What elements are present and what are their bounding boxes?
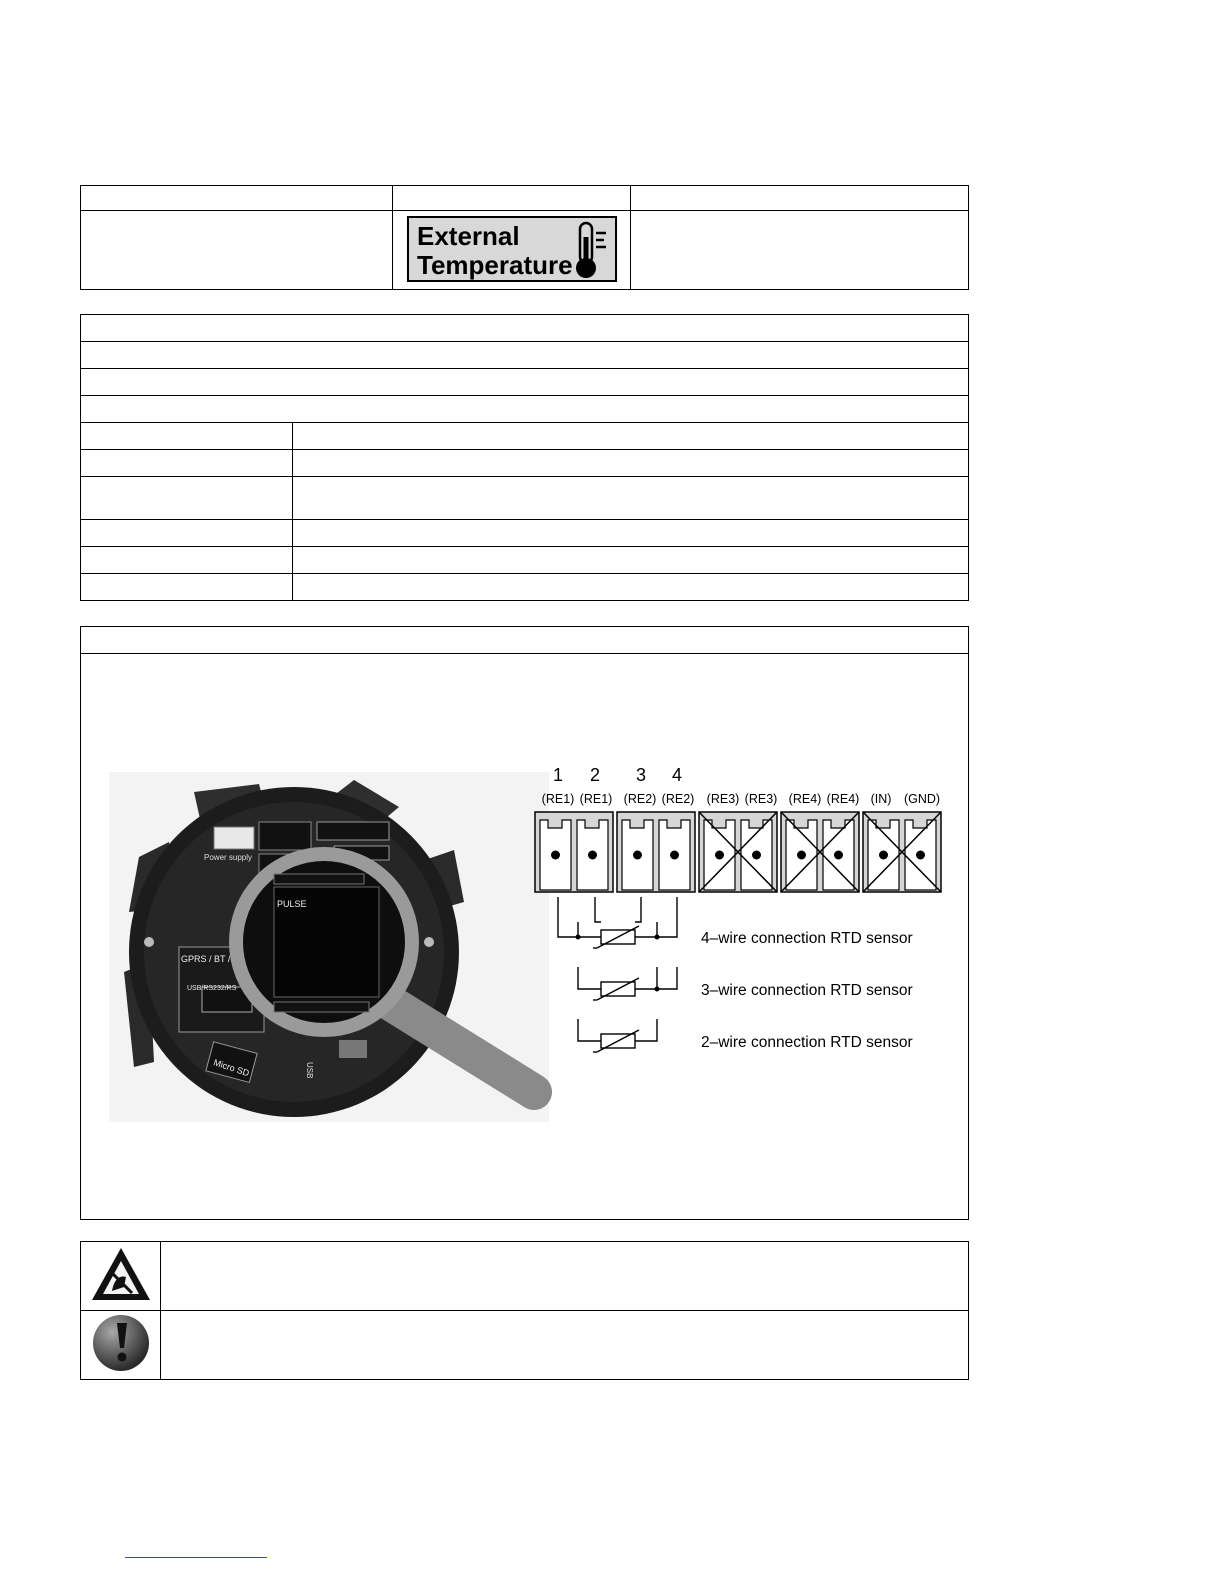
wiring-label-4: 4–wire connection RTD sensor	[701, 930, 913, 947]
spec-key	[81, 477, 293, 520]
pin-label: (RE3)	[744, 792, 778, 806]
pin-label: (RE4)	[826, 792, 860, 806]
spec-value	[293, 423, 969, 450]
spec-key	[81, 423, 293, 450]
junction-dot	[655, 987, 660, 992]
badge-line-2: Temperature	[417, 250, 573, 280]
three-wire-schematic	[578, 967, 677, 1000]
spec-key	[81, 574, 293, 601]
terminal-screw	[670, 851, 679, 860]
spec-row	[81, 396, 969, 423]
pin-number: 2	[589, 765, 601, 785]
pin-numbers	[553, 765, 682, 785]
two-wire-schematic	[578, 1019, 657, 1052]
rtd-wiring-diagram	[531, 762, 951, 1062]
terminal-screw	[633, 851, 642, 860]
spec-row	[81, 369, 969, 396]
wiring-label-3: 3–wire connection RTD sensor	[701, 982, 913, 999]
pulse-label: PULSE	[277, 899, 307, 909]
header-cell-1	[81, 186, 393, 211]
four-wire-schematic	[558, 897, 677, 948]
header-cell-4	[81, 211, 393, 290]
terminal-block	[699, 812, 777, 892]
terminal-block	[863, 812, 941, 892]
spec-value	[293, 477, 969, 520]
terminal-block	[535, 812, 613, 892]
terminal-screw	[715, 851, 724, 860]
spec-key	[81, 547, 293, 574]
spec-row	[81, 342, 969, 369]
wiring-label-2: 2–wire connection RTD sensor	[701, 1034, 913, 1051]
connection-panel	[80, 626, 969, 1220]
esd-note-text	[161, 1242, 969, 1311]
terminal-screw	[588, 851, 597, 860]
terminal-screw	[797, 851, 806, 860]
badge-cell	[393, 211, 631, 290]
terminal-screw	[752, 851, 761, 860]
notice-note-text	[161, 1311, 969, 1380]
terminal-blocks	[535, 812, 941, 892]
spec-value	[293, 547, 969, 574]
terminal-screw	[551, 851, 560, 860]
header-cell-2	[393, 186, 631, 211]
pin-label: (RE3)	[706, 792, 740, 806]
pin-label: (GND)	[903, 792, 941, 806]
spec-value	[293, 574, 969, 601]
board-photo	[109, 762, 569, 1127]
external-temperature-badge	[407, 216, 617, 282]
usb-rs-label: USB/RS232/RS	[187, 985, 237, 992]
pin-number: 4	[671, 765, 683, 785]
terminal-screw	[834, 851, 843, 860]
pin-number: 1	[552, 765, 564, 785]
thermometer-icon	[573, 221, 609, 281]
pin-number: 3	[635, 765, 647, 785]
pin-label: (IN)	[870, 792, 892, 806]
panel-header	[81, 627, 968, 654]
spec-row	[81, 315, 969, 342]
esd-warning-icon	[90, 1245, 152, 1303]
spec-key	[81, 520, 293, 547]
terminal-block	[617, 812, 695, 892]
pin-labels	[542, 792, 940, 806]
micro-sd-label: Micro SD	[212, 1057, 251, 1079]
spec-table	[80, 314, 969, 601]
gprs-label: GPRS / BT /	[181, 954, 231, 964]
spec-value	[293, 520, 969, 547]
pin-label: (RE1)	[541, 792, 575, 806]
pin-label: (RE4)	[788, 792, 822, 806]
esd-note-icon-cell	[81, 1242, 161, 1311]
header-table	[80, 185, 969, 290]
power-supply-label: Power supply	[204, 853, 253, 862]
badge-line-1: External	[417, 221, 520, 251]
junction-dot	[576, 935, 581, 940]
header-cell-6	[631, 211, 969, 290]
pin-label: (RE2)	[623, 792, 657, 806]
terminal-screw	[916, 851, 925, 860]
spec-value	[293, 450, 969, 477]
junction-dot	[655, 935, 660, 940]
spec-key	[81, 450, 293, 477]
pin-label: (RE2)	[661, 792, 695, 806]
pin-label: (RE1)	[579, 792, 613, 806]
terminal-block	[781, 812, 859, 892]
notes-table	[80, 1241, 969, 1380]
terminal-screw	[879, 851, 888, 860]
notice-icon-cell	[81, 1311, 161, 1380]
exclamation-icon	[90, 1312, 152, 1374]
header-cell-3	[631, 186, 969, 211]
usb-label: USB	[305, 1062, 314, 1079]
footer-link-underline[interactable]	[125, 1557, 267, 1558]
